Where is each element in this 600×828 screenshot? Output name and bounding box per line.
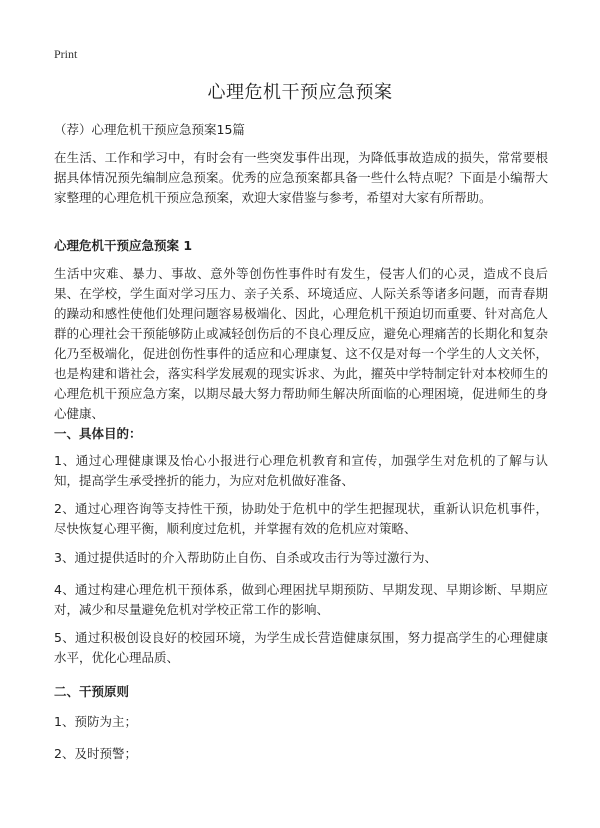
goal-item: 1、通过心理健康课及怡心小报进行心理危机教育和宣传，加强学生对危机的了解与认知，提高学生承受挫折的能力，为应对危机做好准备、 bbox=[54, 453, 548, 488]
principles-heading: 二、干预原则 bbox=[54, 684, 130, 699]
print-label: Print bbox=[54, 47, 78, 61]
principle-item: 1、预防为主； bbox=[54, 714, 137, 729]
intro-paragraph: 在生活、工作和学习中，有时会有一些突发事件出现，为降低事故造成的损失，常常要根据具体情况预先编制应急预案。优秀的应急预案都具备一些什么特点呢？下面是小编帮大家整理的心理危机干预应急预案，欢迎大家借鉴与参考，希望对大家有所帮助。 bbox=[54, 150, 548, 205]
goal-item: 3、通过提供适时的介入帮助防止自伤、自杀或攻击行为等过激行为、 bbox=[54, 550, 437, 565]
goal-item: 5、通过积极创设良好的校园环境，为学生成长营造健康氛围，努力提高学生的心理健康水平，优化心理品质、 bbox=[54, 630, 548, 665]
section-heading: 心理危机干预应急预案 1 bbox=[54, 238, 193, 253]
goals-heading: 一、具体目的： bbox=[54, 426, 142, 441]
principle-item: 2、及时预警； bbox=[54, 746, 137, 761]
goal-item: 4、通过构建心理危机干预体系，做到心理困扰早期预防、早期发现、早期诊断、早期应对，减少和尽量避免危机对学校正常工作的影响、 bbox=[54, 582, 548, 617]
document-title: 心理危机干预应急预案 bbox=[207, 82, 393, 103]
document-subtitle: （荐）心理危机干预应急预案15篇 bbox=[54, 122, 245, 137]
goal-item: 2、通过心理咨询等支持性干预，协助处于危机中的学生把握现状，重新认识危机事件，尽快恢复心理平衡，顺利度过危机，并掌握有效的危机应对策略、 bbox=[54, 501, 548, 536]
section-body-paragraph: 生活中灾难、暴力、事故、意外等创伤性事件时有发生，侵害人们的心灵，造成不良后果、在学校，学生面对学习压力、亲子关系、环境适应、人际关系等诸多问题，而青春期的躁动和感性使他们处理问题容易极端化、因此，心理危机干预迫切而重要、针对高危人群的心理社会干预能够防止或减轻创伤后的不良心理反应，避免心理痛苦的长期化和复杂化乃至极端化，促进创伤性事件的适应和心理康复、这不仅是对每一个学生的人文关怀，也是构建和谐社会，落实科学发展观的现实诉求、为此，擢英中学特制定针对本校师生的心理危机干预应急方案，以期尽最大努力帮助师生解决所面临的心理困境，促进师生的身心健康、 bbox=[54, 266, 548, 421]
